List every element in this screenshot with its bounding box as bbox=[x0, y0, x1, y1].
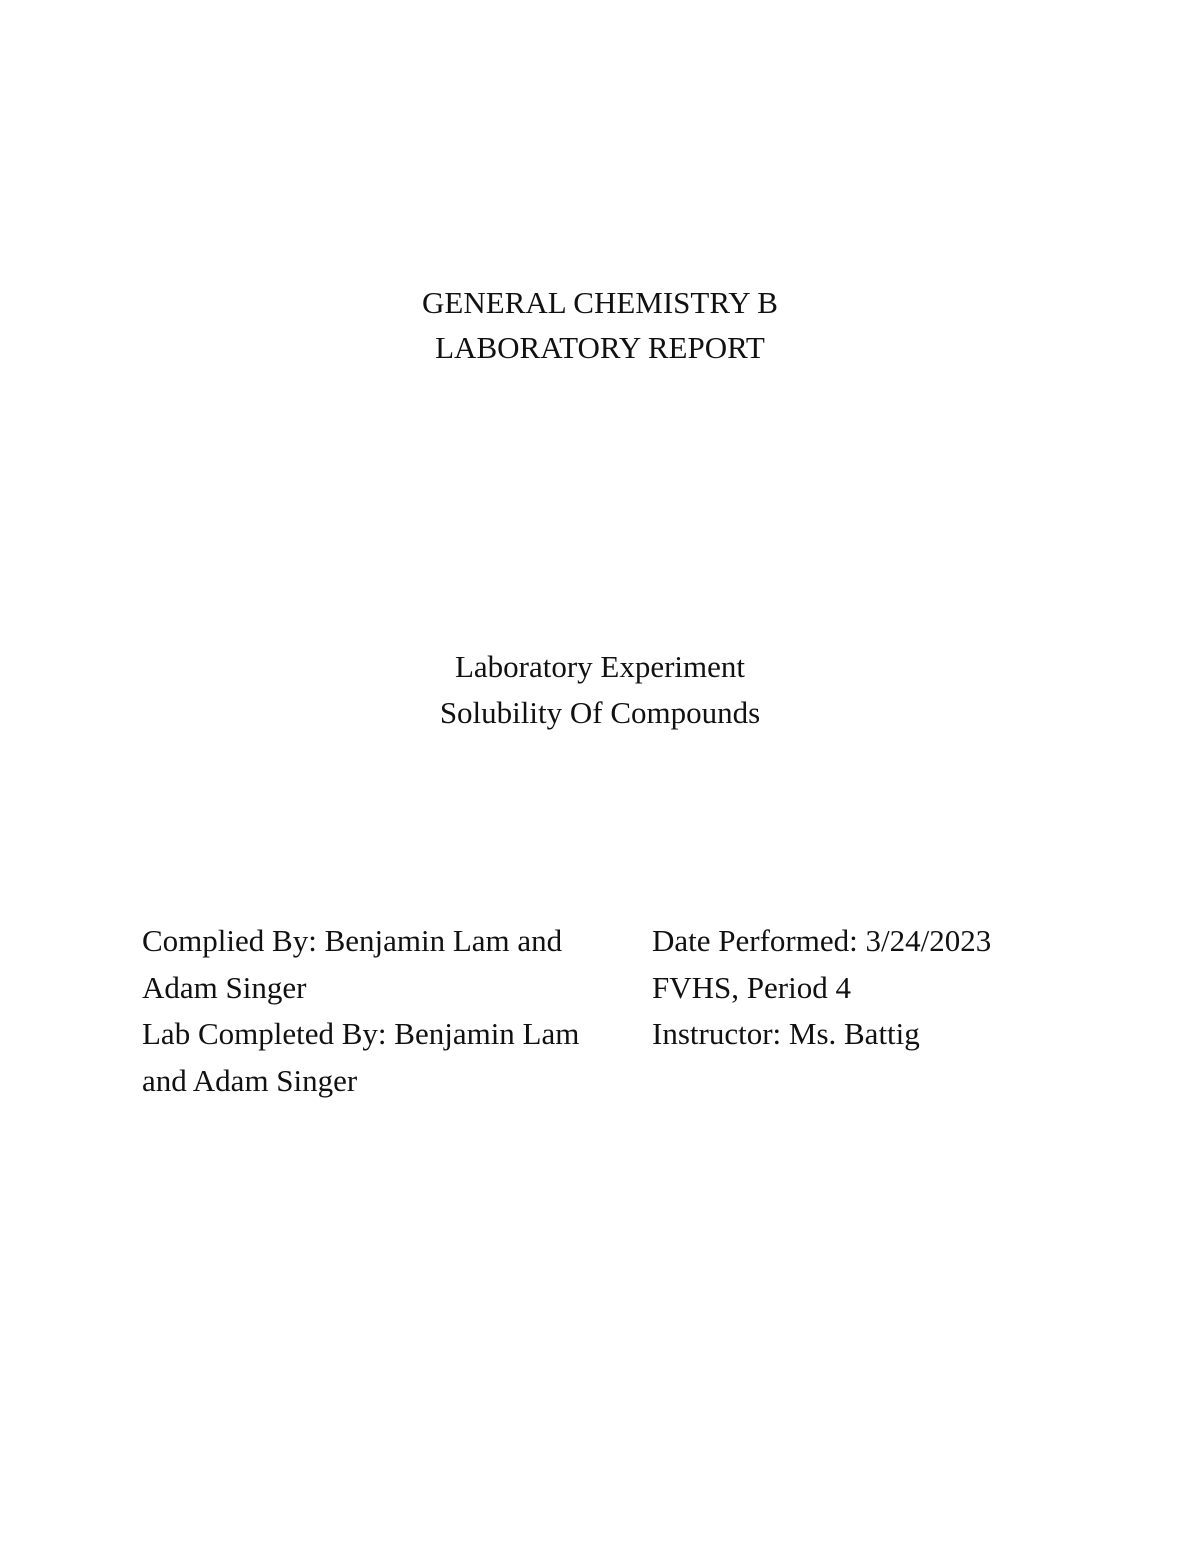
course-title: GENERAL CHEMISTRY B bbox=[422, 285, 778, 320]
compiled-by-line-1: Complied By: Benjamin Lam and bbox=[142, 923, 563, 958]
report-title bbox=[0, 280, 1200, 370]
authors-info bbox=[142, 918, 632, 1104]
report-type: LABORATORY REPORT bbox=[435, 330, 765, 365]
completed-by-line-1: Lab Completed By: Benjamin Lam bbox=[142, 1016, 580, 1051]
compiled-by-line-2: Adam Singer bbox=[142, 969, 307, 1005]
lab-details bbox=[652, 918, 1132, 1058]
date-performed: Date Performed: 3/24/2023 bbox=[652, 923, 992, 958]
completed-by-line-2: and Adam Singer bbox=[142, 1062, 358, 1098]
experiment-heading bbox=[0, 644, 1200, 736]
experiment-label: Laboratory Experiment bbox=[454, 649, 746, 684]
experiment-name: Solubility Of Compounds bbox=[439, 695, 761, 730]
instructor: Instructor: Ms. Battig bbox=[652, 1016, 920, 1051]
school-period: FVHS, Period 4 bbox=[652, 969, 851, 1005]
